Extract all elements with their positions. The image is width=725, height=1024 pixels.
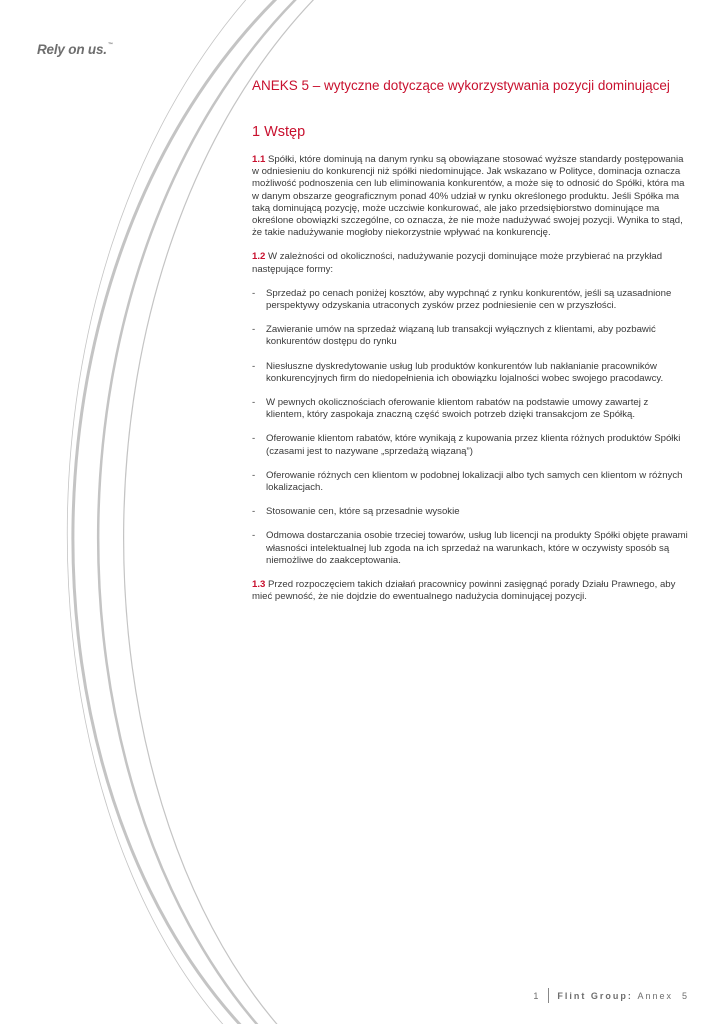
bullet-dash: - [252,324,256,336]
list-item-text: Oferowanie klientom rabatów, które wynikają z kupowania przez klienta różnych produktów Spółki (czasami jest to nazywane „sprzedażą wiązaną”) [266,433,681,457]
footer-brand: Flint Group: [557,990,633,1001]
list-item-text: Oferowanie różnych cen klientom w podobnej lokalizacji albo tych samych cen klientom w różnych lokalizacjach. [266,469,683,494]
list-item [252,530,688,567]
bullet-dash: - [252,469,256,481]
list-item-text: Stosowanie cen, które są przesadnie wysokie [266,506,460,518]
list-item-text: W pewnych okolicznościach oferowanie klientom rabatów na podstawie umowy zawartej z klientem, który zaspokaja znaczną część swoich potrzeb dzięki transakcjom ze Spółką. [266,397,649,421]
footer-divider [548,988,549,1003]
list-item [252,433,688,457]
document-body [252,154,688,615]
bullet-dash: - [252,360,256,372]
list-item-text: Odmowa dostarczania osobie trzeciej towarów, usług lub licencji na produkty Spółki objęte prawami własności intelektualnej lub zgoda na ich sprzedaż na warunkach, które w oczywisty sposób są niemożliwe do zaakceptowania. [266,530,688,566]
paragraph-text: Spółki, które dominują na danym rynku są obowiązane stosować wyższe standardy postępowania w odniesieniu do konkurencji niż spółki niedominujące. Jak wskazano w Polityce, dominacja oznacza możliwość podnoszenia cen lub eliminowania konkurentów, a może się to odnosić do Spółki, która ma w danym obszarze geograficznym ponad 40% udział w rynku określonego produktu. Jeśli Spółka ma taką dominującą pozycję, może uczciwie konkurować, ale jako przedsiębiorstwo dominujące ma określone obowiązki szczególne, co oznacza, że nie może nadużywać swojej pozycji. Wynika to stąd, że takie nadużywanie mogłoby niekorzystnie wpływać na konkurencję. [252,154,685,239]
paragraph-number: 1.1 [252,154,266,165]
brand-slogan [37,42,113,57]
list-item [252,397,688,421]
section-heading: 1 Wstęp [252,124,306,140]
abuse-forms-list [252,288,688,567]
list-item-text: Sprzedaż po cenach poniżej kosztów, aby wypchnąć z rynku konkurentów, jeśli są uzasadnione perspektywy odzyskania utraconych zysków przez podniesienie cen w przyszłości. [266,287,672,312]
paragraph-1-1 [252,154,688,239]
paragraph-number: 1.3 [252,579,266,591]
bullet-dash: - [252,530,256,542]
paragraph-text: W zależności od okoliczności, nadużywanie pozycji dominujące może przybierać na przykład następujące formy: [252,251,663,275]
bullet-dash: - [252,397,256,409]
bullet-dash: - [252,506,256,518]
list-item [252,506,688,518]
slogan-text: Rely on us. [37,42,107,57]
list-item [252,288,688,312]
paragraph-text: Przed rozpoczęciem takich działań pracownicy powinni zasięgnąć porady Działu Prawnego, aby mieć pewność, że nie dojdzie do ewentualnego nadużycia dominującej pozycji. [252,579,676,603]
list-item [252,361,688,385]
footer-left-number: 1 [533,990,541,1001]
list-item [252,470,688,494]
list-item [252,324,688,348]
page-number: 5 [681,990,689,1001]
page-title: ANEKS 5 – wytyczne dotyczące wykorzystywania pozycji dominującej [252,78,670,93]
paragraph-1-3 [252,579,688,603]
footer-annex-label: Annex [637,990,673,1001]
page-footer [533,988,689,1003]
paragraph-1-2 [252,251,688,275]
bullet-dash: - [252,287,256,299]
paragraph-number: 1.2 [252,251,266,263]
bullet-dash: - [252,433,256,445]
list-item-text: Niesłuszne dyskredytowanie usług lub produktów konkurentów lub nakłanianie pracowników konkurencyjnych firm do niedopełnienia ich obowiązku lojalności wobec swojego pracodawcy. [266,360,664,384]
trademark-mark: ™ [107,42,113,48]
list-item-text: Zawieranie umów na sprzedaż wiązaną lub transakcji wyłącznych z klientami, aby pozbawić konkurentów dostępu do rynku [266,324,656,348]
